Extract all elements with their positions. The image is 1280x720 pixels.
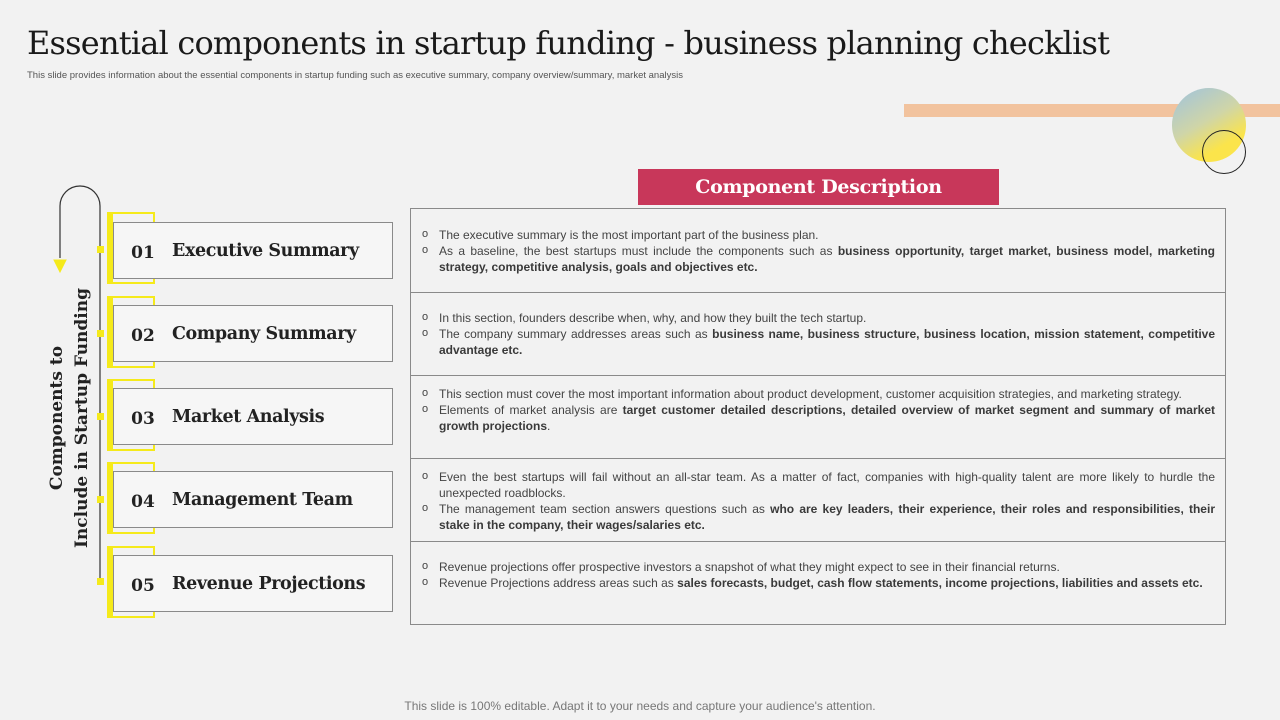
description-bullet: o The company summary addresses areas such as business name, business structure, business location, mission statement, competitive advantage etc. (419, 326, 1215, 358)
side-label-line-2: Include in Startup Funding (72, 287, 92, 549)
step-title: Executive Summary (172, 240, 359, 261)
step-executive-summary (113, 222, 393, 279)
side-label (45, 268, 95, 568)
description-bullet: o The executive summary is the most important part of the business plan. (419, 227, 1215, 243)
description-bullet: o As a baseline, the best startups must include the components such as business opportunity, target market, business model, marketing strategy, competitive analysis, goals and objectives etc. (419, 243, 1215, 275)
step-number: 04 (131, 491, 155, 512)
description-row (411, 541, 1225, 625)
side-label-line-1: Components to (47, 345, 67, 491)
description-bullet: o Revenue Projections address areas such as sales forecasts, budget, cash flow statements, income projections, liabilities and assets etc. (419, 575, 1215, 591)
description-row (411, 209, 1225, 293)
description-row (411, 458, 1225, 542)
step-management-team (113, 471, 393, 528)
step-company-summary (113, 305, 393, 362)
description-table (410, 208, 1226, 625)
step-title: Revenue Projections (172, 573, 366, 594)
footer-note: This slide is 100% editable. Adapt it to your needs and capture your audience's attention. (404, 699, 876, 713)
step-title: Market Analysis (172, 406, 325, 427)
step-title: Company Summary (172, 323, 356, 344)
description-row (411, 292, 1225, 376)
step-title: Management Team (172, 489, 353, 510)
step-dot (97, 496, 104, 503)
description-bullet: o The management team section answers questions such as who are key leaders, their experience, their roles and responsibilities, their stake in the company, their wages/salaries etc. (419, 501, 1215, 533)
description-row (411, 375, 1225, 459)
step-number: 05 (131, 575, 155, 596)
step-dot (97, 330, 104, 337)
description-bullet: o Elements of market analysis are target customer detailed descriptions, detailed overview of market segment and summary of market growth projections. (419, 402, 1215, 434)
step-dot (97, 246, 104, 253)
description-bullet: o This section must cover the most important information about product development, customer acquisition strategies, and marketing strategy. (419, 386, 1215, 402)
step-number: 02 (131, 325, 155, 346)
page-subtitle: This slide provides information about the essential components in startup funding such as executive summary, company overview/summary, market analysis (27, 70, 683, 81)
description-bullet: o Revenue projections offer prospective investors a snapshot of what they might expect to see in their financial returns. (419, 559, 1215, 575)
description-bullet: o In this section, founders describe when, why, and how they built the tech startup. (419, 310, 1215, 326)
step-dot (97, 578, 104, 585)
step-number: 01 (131, 242, 155, 263)
description-header: Component Description (638, 169, 999, 205)
description-bullet: o Even the best startups will fail without an all-star team. As a matter of fact, companies with high-quality talent are more likely to hurdle the unexpected roadblocks. (419, 469, 1215, 501)
step-number: 03 (131, 408, 155, 429)
step-market-analysis (113, 388, 393, 445)
page-title: Essential components in startup funding - business planning checklist (27, 24, 1110, 62)
decorative-ring (1202, 130, 1246, 174)
step-revenue-projections (113, 555, 393, 612)
step-dot (97, 413, 104, 420)
